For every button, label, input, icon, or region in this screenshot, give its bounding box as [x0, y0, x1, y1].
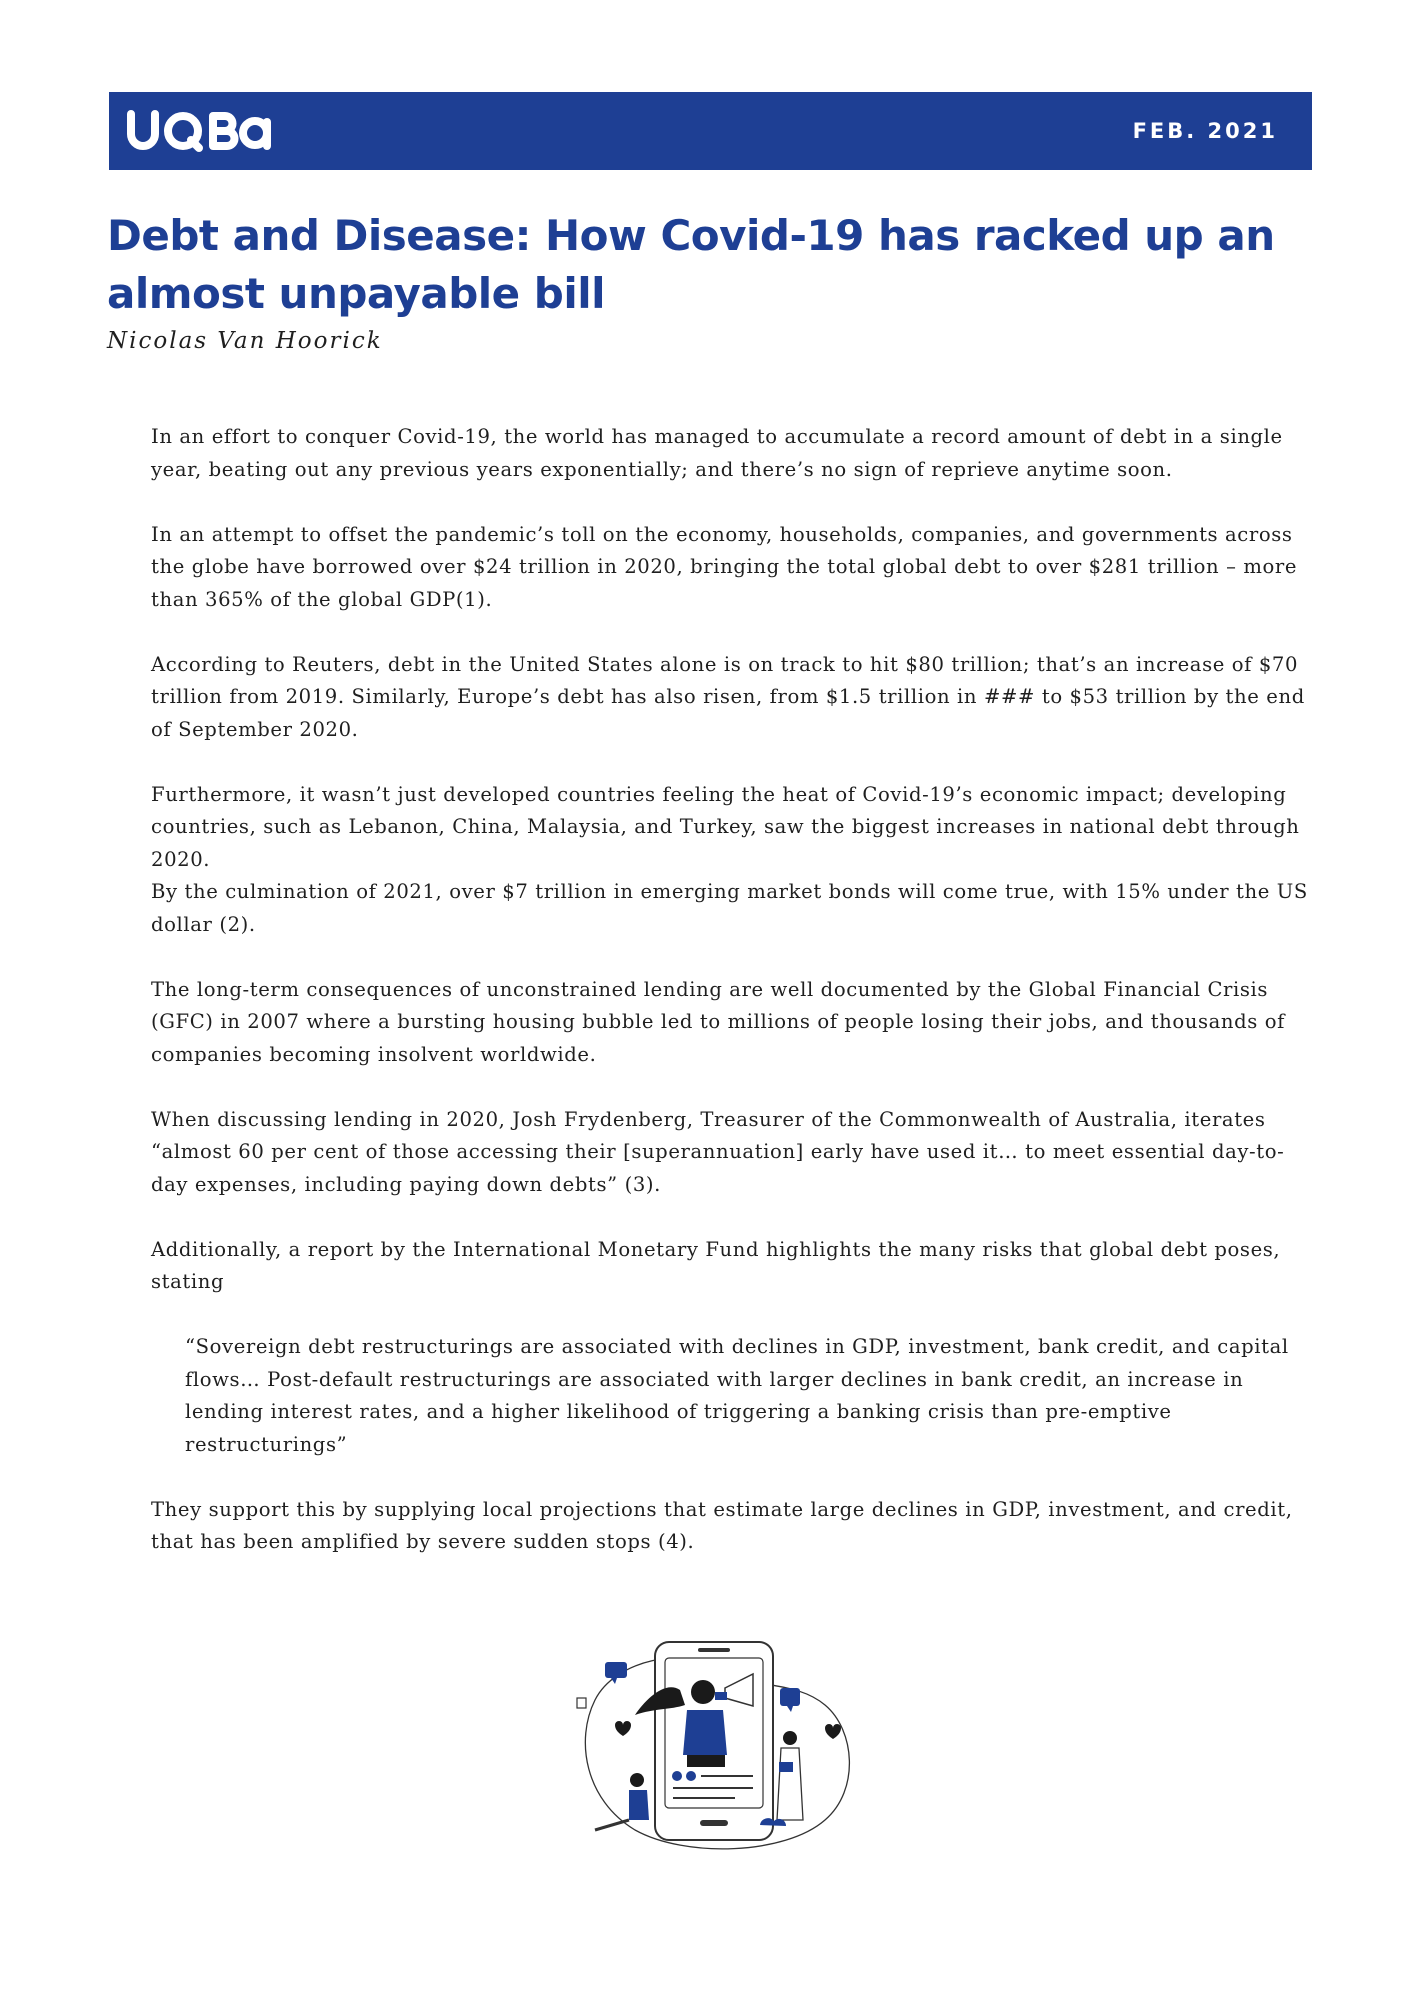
paragraph: Additionally, a report by the International Monetary Fund highlights the many risks that global debt poses, stating — [151, 1237, 1281, 1293]
social-media-illustration — [555, 1630, 865, 1860]
article-author: Nicolas Van Hoorick — [107, 328, 383, 354]
paragraph: The long-term consequences of unconstrained lending are well documented by the Global Financial Crisis (GFC) in 2007 where a bursting housing bubble led to millions of people losing their jobs, and thousands of companies becoming insolvent worldwide. — [151, 977, 1286, 1066]
issue-date: FEB. 2021 — [1132, 119, 1278, 143]
paragraph: When discussing lending in 2020, Josh Frydenberg, Treasurer of the Commonwealth of Australia, iterates “almost 60 per cent of those accessing their [superannuation] early have used it… to meet essential day-to-day expenses, including paying down debts” (3). — [151, 1107, 1285, 1196]
paragraph: In an attempt to offset the pandemic’s toll on the economy, households, companies, and governments across the globe have borrowed over $24 trillion in 2020, bringing the total global debt to over $281 trillion – more than 365% of the global GDP(1). — [151, 522, 1298, 611]
paragraph: In an effort to conquer Covid-19, the world has managed to accumulate a record amount of debt in a single year, beating out any previous years exponentially; and there’s no sign of reprieve anytime soon. — [151, 425, 1283, 481]
block-quote: “Sovereign debt restructurings are associated with declines in GDP, investment, bank credit, and capital flows… Post-default restructurings are associated with larger declines in bank credit, an increase in lending interest rates, and a higher likelihood of triggering a banking crisis than pre-emptive restructurings” — [185, 1335, 1289, 1456]
paragraph: They support this by supplying local projections that estimate large declines in GDP, investment, and credit, that has been amplified by severe sudden stops (4). — [151, 1497, 1293, 1553]
article-body — [151, 421, 1321, 1591]
header-banner — [109, 92, 1312, 170]
article-title: Debt and Disease: How Covid-19 has racked up an almost unpayable bill — [107, 211, 1275, 318]
paragraph: By the culmination of 2021, over $7 trillion in emerging market bonds will come true, with 15% under the US dollar (2). — [151, 880, 1308, 936]
paragraph: Furthermore, it wasn’t just developed countries feeling the heat of Covid-19’s economic impact; developing countries, such as Lebanon, China, Malaysia, and Turkey, saw the biggest increases in national debt through 2020. — [151, 782, 1300, 871]
uqba-logo — [121, 100, 281, 162]
paragraph: According to Reuters, debt in the United States alone is on track to hit $80 trillion; that’s an increase of $70 trillion from 2019. Similarly, Europe’s debt has also risen, from $1.5 trillion in ### to $53 trillion by the end of September 2020. — [151, 652, 1305, 741]
